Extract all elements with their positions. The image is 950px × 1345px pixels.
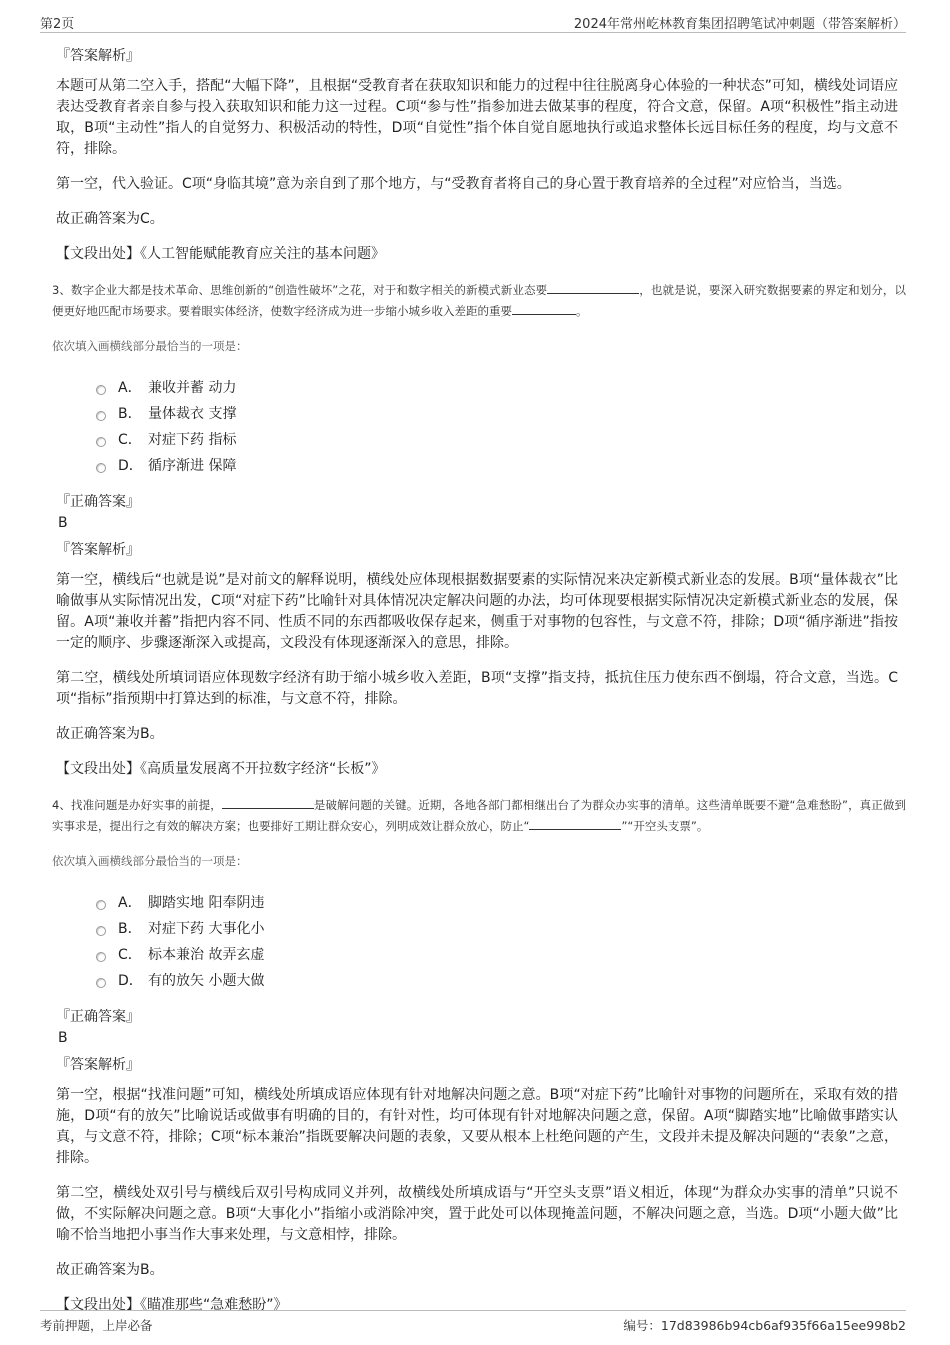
option-c[interactable]: C． 对症下药 指标 [96,426,898,452]
option-b[interactable]: B． 量体裁衣 支撑 [96,400,898,426]
question-3-options [96,374,898,478]
option-b[interactable]: B． 对症下药 大事化小 [96,915,898,941]
question-3-text: 3、数字企业大都是技术革命、思维创新的“创造性破坏”之花，对于和数字相关的新模式新业态要 ，也就是说，要深入研究数据要素的界定和划分，以便更好地匹配市场要求。要着眼实体经济，使数字经济成为进一步缩小城乡收入差距的重要 。 [52,280,906,322]
question-4-prompt: 依次填入画横线部分最恰当的一项是： [52,854,248,868]
document-serial: 编号：17d83986b94cb6af935f66a15ee998b2 [623,1318,906,1333]
question-3-prompt: 依次填入画横线部分最恰当的一项是： [52,339,248,353]
radio-button-icon[interactable] [96,952,106,962]
question-4-text: 4、找准问题是办好实事的前提， 是破解问题的关键。近期，各地各部门都相继出台了为群众办实事的清单。这些清单既要不避“急难愁盼”，真正做到实事求是，提出行之有效的解决方案；也要排好工期让群众安心，列明成效让群众放心，防止“ ”“开空头支票”。 [52,795,906,837]
source-citation: 【文段出处】《人工智能赋能教育应关注的基本问题》 [56,246,385,262]
analysis-paragraph: 第一空，横线后“也就是说”是对前文的解释说明，横线处应体现根据数据要素的实际情况来决定新模式新业态的发展。B项“量体裁衣”比喻做事从实际情况出发，C项“对症下药”比喻针对具体情况决定解决问题的办法，均可体现要根据实际情况决定新模式新业态的发展，保留。A项“兼收并蓄”指把内容不同、性质不同的东西都吸收保存起来，侧重于对事物的包容性，与文意不符，排除；D项“循序渐进”指按一定的顺序、步骤逐渐深入或提高，文段没有体现逐渐深入的意思，排除。 [56,572,898,651]
page-header [40,10,906,33]
analysis-paragraph: 第二空，横线处双引号与横线后双引号构成同义并列，故横线处所填成语与“开空头支票”语义相近，体现“为群众办实事的清单”只说不做，不实际解决问题之意。B项“大事化小”指缩小或消除冲突，置于此处可以体现掩盖问题，不解决问题之意，当选。D项“小题大做”比喻不恰当地把小事当作大事来处理，与文意相悖，排除。 [56,1185,898,1243]
answer-conclusion: 故正确答案为C。 [56,211,164,227]
answer-conclusion: 故正确答案为B。 [56,1262,164,1278]
fill-blank-2 [529,816,621,830]
document-title: 2024年常州屹林教育集团招聘笔试冲刺题（带答案解析） [573,17,906,32]
option-d[interactable]: D． 有的放矢 小题大做 [96,967,898,993]
analysis-paragraph: 第一空，根据“找准问题”可知，横线处所填成语应体现有针对地解决问题之意。B项“对症下药”比喻针对事物的问题所在，采取有效的措施，D项“有的放矢”比喻说话或做事有明确的目的，有针对性，均可体现有针对地解决问题之意，保留。A项“脚踏实地”比喻做事踏实认真，与文意不符，排除；C项“标本兼治”指既要解决问题的表象，又要从根本上杜绝问题的产生，文段并未提及解决问题的“表象”之意，排除。 [56,1087,898,1166]
fill-blank-2 [512,301,576,315]
correct-answer: B [58,1030,68,1046]
page-footer [40,1310,906,1337]
radio-button-icon[interactable] [96,463,106,473]
radio-button-icon[interactable] [96,385,106,395]
analysis-tag: 『答案解析』 [56,1057,140,1073]
fill-blank-1 [547,280,639,294]
analysis-paragraph: 第二空，横线处所填词语应体现数字经济有助于缩小城乡收入差距，B项“支撑”指支持，抵抗住压力使东西不倒塌，符合文意，当选。C项“指标”指预期中打算达到的标准，与文意不符，排除。 [56,670,898,707]
option-a[interactable]: A． 兼收并蓄 动力 [96,374,898,400]
analysis-tag: 『答案解析』 [56,542,140,558]
radio-button-icon[interactable] [96,926,106,936]
fill-blank-1 [222,795,314,809]
radio-button-icon[interactable] [96,437,106,447]
option-a[interactable]: A． 脚踏实地 阳奉阴违 [96,889,898,915]
analysis-paragraph: 本题可从第二空入手，搭配“大幅下降”，且根据“受教育者在获取知识和能力的过程中往往脱离身心体验的一种状态”可知，横线处词语应表达受教育者亲自参与投入获取知识和能力这一过程。C项“参与性”指参加进去做某事的程度，符合文意，保留。A项“积极性”指主动进取，B项“主动性”指人的自觉努力、积极活动的特性，D项“自觉性”指个体自觉自愿地执行或追求整体长远目标任务的程度，均与文意不符，排除。 [56,78,898,157]
radio-button-icon[interactable] [96,411,106,421]
page-content [52,40,906,1331]
analysis-paragraph: 第一空，代入验证。C项“身临其境”意为亲自到了那个地方，与“受教育者将自己的身心置于教育培养的全过程”对应恰当，当选。 [56,176,851,192]
page-number: 第2页 [40,17,75,32]
source-citation: 【文段出处】《瞄准那些“急难愁盼”》 [56,1297,288,1313]
source-citation: 【文段出处】《高质量发展离不开拉数字经济“长板”》 [56,761,386,777]
option-d[interactable]: D． 循序渐进 保障 [96,452,898,478]
analysis-tag: 『答案解析』 [56,48,140,64]
correct-answer: B [58,515,68,531]
question-4-options [96,889,898,993]
radio-button-icon[interactable] [96,900,106,910]
option-c[interactable]: C． 标本兼治 故弄玄虚 [96,941,898,967]
answer-conclusion: 故正确答案为B。 [56,726,164,742]
correct-answer-tag: 『正确答案』 [56,1009,140,1025]
footer-slogan: 考前押题，上岸必备 [40,1318,153,1333]
radio-button-icon[interactable] [96,978,106,988]
correct-answer-tag: 『正确答案』 [56,494,140,510]
